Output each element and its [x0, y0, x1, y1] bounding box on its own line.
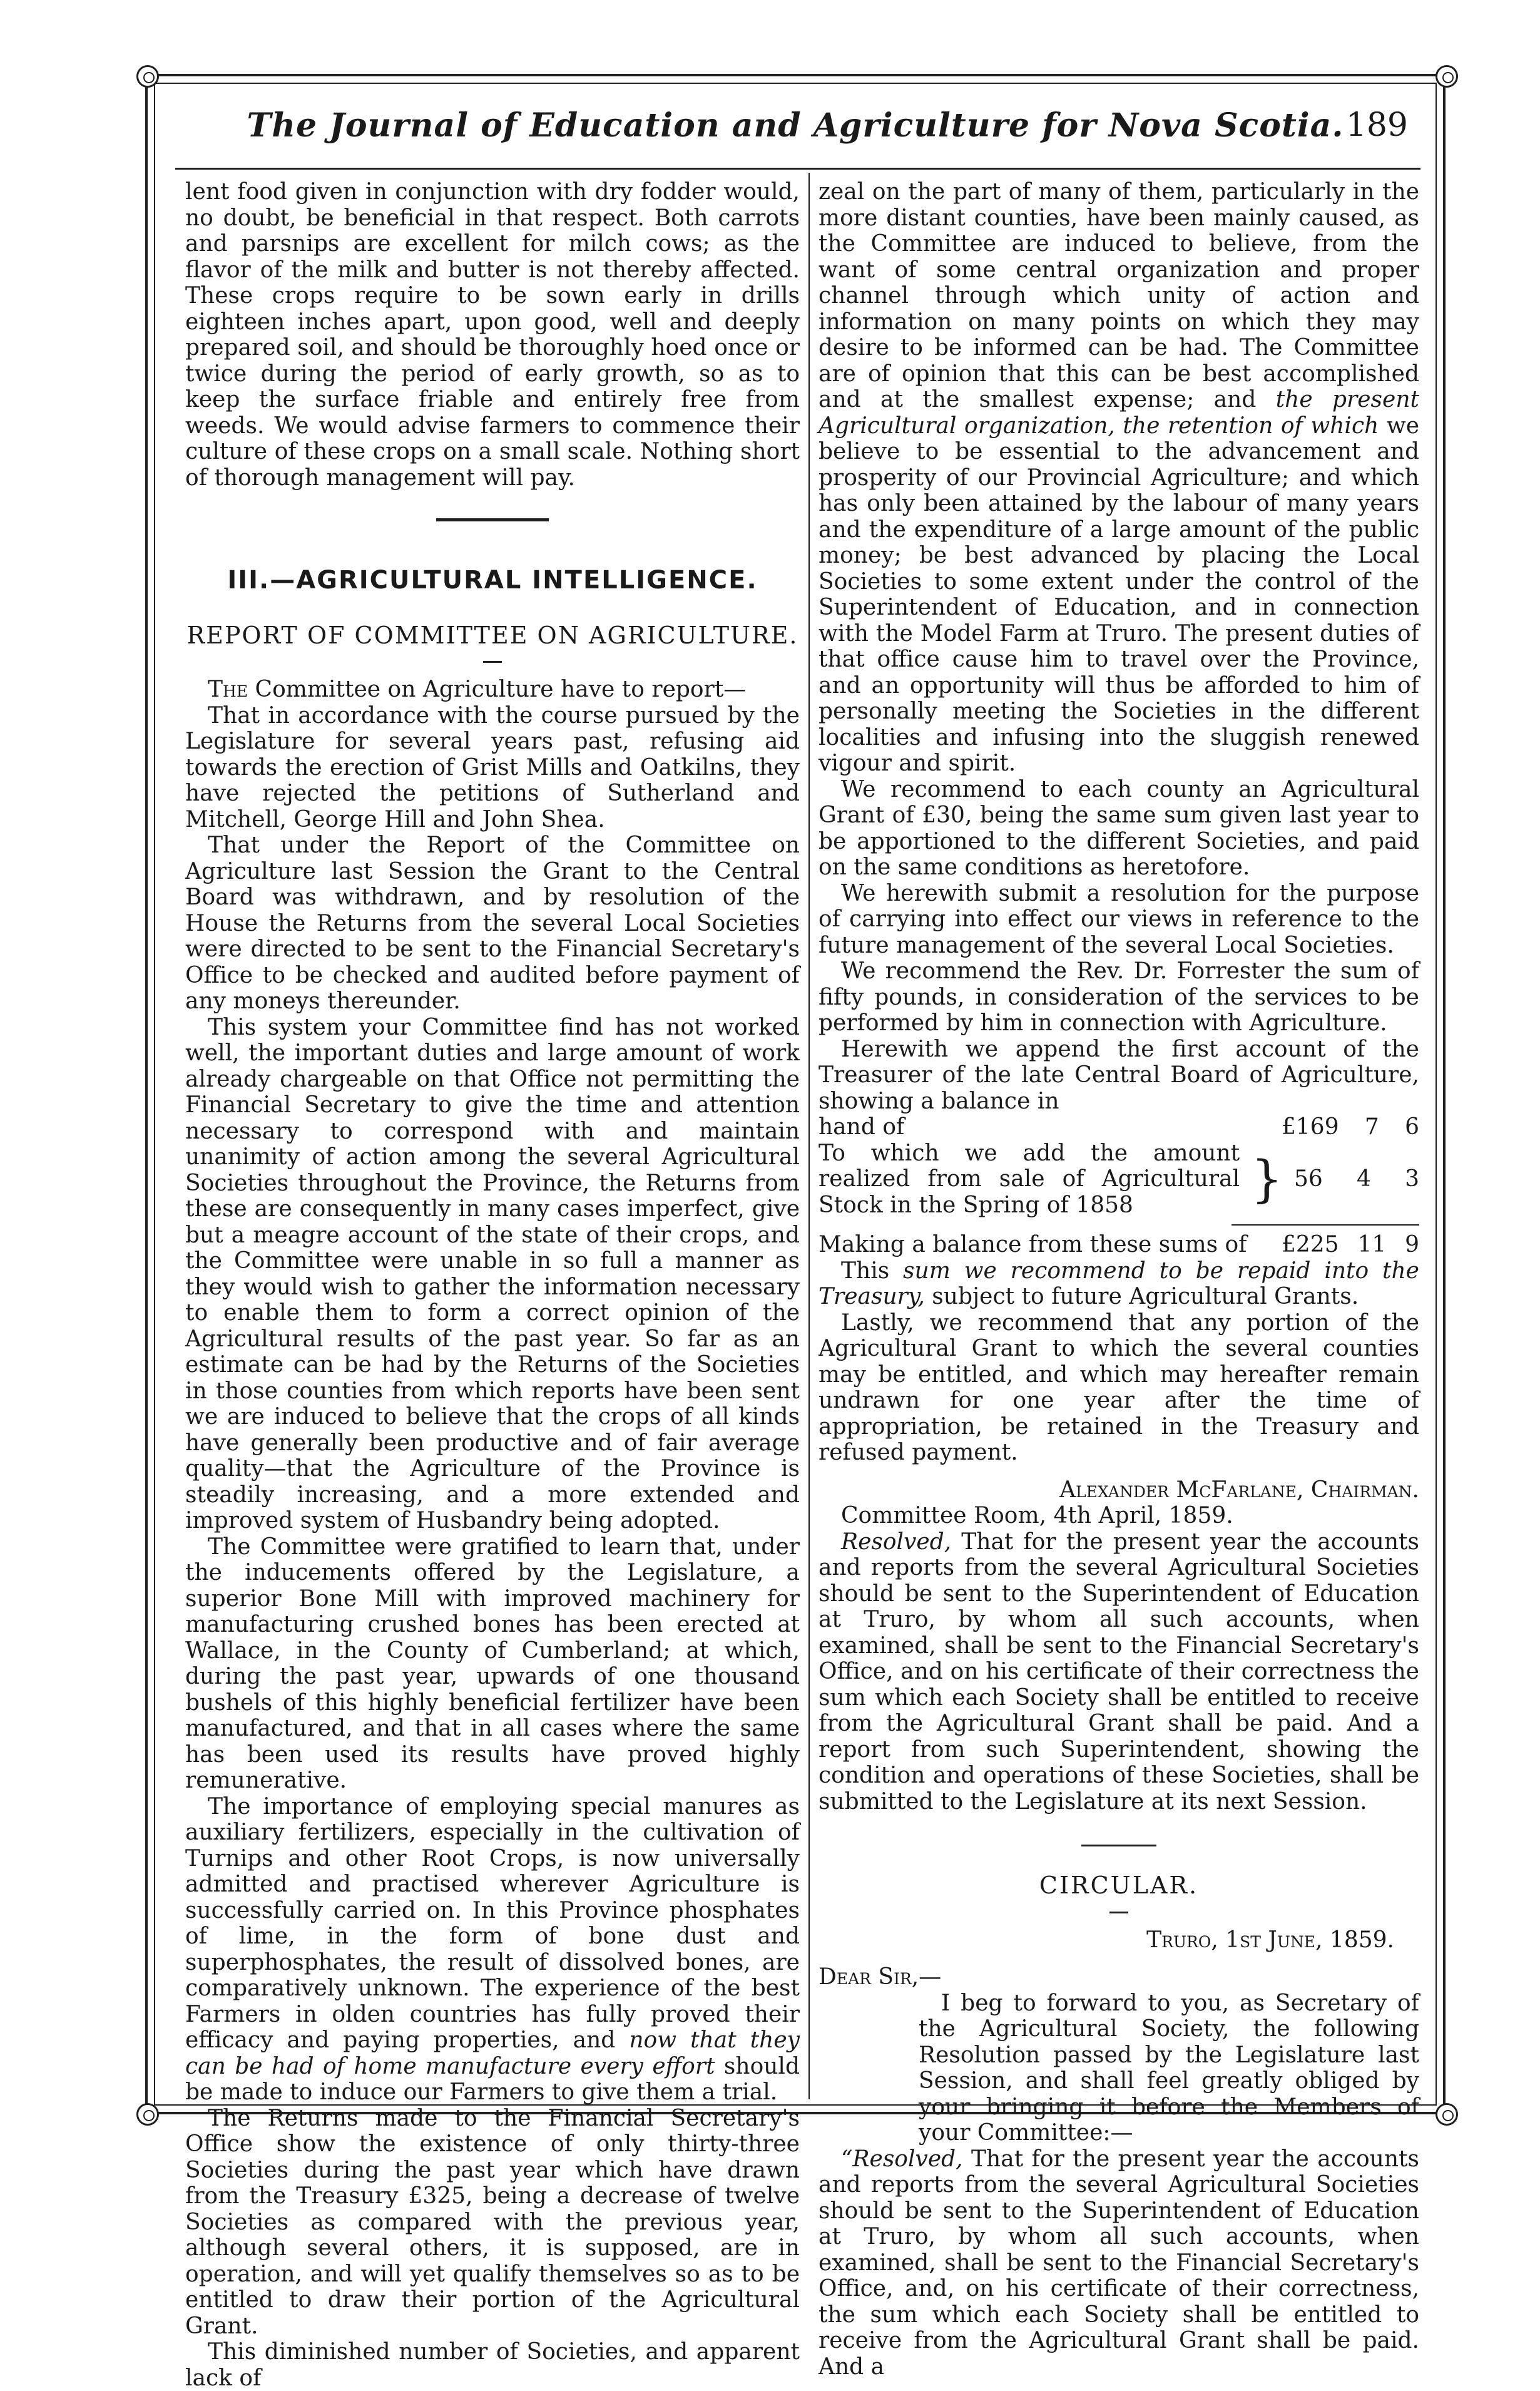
column-divider: [808, 173, 810, 2099]
signature: Alexander McFarlane, Chairman.: [1059, 1477, 1419, 1503]
section-ornament-rule: [436, 518, 549, 521]
account-amount: £225 11 9: [1282, 1232, 1419, 1257]
dateline: Truro, 1st June, 1859.: [1146, 1927, 1394, 1953]
paragraph: The Committee on Agriculture have to report—: [208, 677, 747, 702]
account-row: Making a balance from these sums of £225 11 9: [818, 1232, 1419, 1257]
paragraph: We recommend to each county an Agricultural Grant of £30, being the same sum given last year to be apportioned to the different Societies, and paid on the same conditions as heretofore.: [818, 776, 1419, 880]
paragraph: Lastly, we recommend that any portion of the Agricultural Grant to which the several counties may be entitled, and which may hereafter remain undrawn for one year after the time of appropriation, be retained in the Treasury and refused payment.: [818, 1309, 1419, 1465]
lead-word: The: [208, 677, 248, 702]
title-dash: [1109, 1912, 1128, 1913]
running-title: The Journal of Education and Agriculture for Nova Scotia.: [247, 106, 1344, 145]
committee-room: Committee Room, 4th April, 1859.: [841, 1503, 1233, 1528]
paragraph: lent food given in conjunction with dry fodder would, no doubt, be beneficial in that respect. Both carrots and parsnips are excellent for milch cows; as the flavor of the milk and butter is not thereby affected. These crops require to be sown early in drills eighteen inches apart, upon good, well and deeply prepared soil, and should be thoroughly hoed once or twice during the period of early growth, so as to keep the surface friable and entirely free from weeds. We would advise farmers to commence their culture of these crops on a small scale. Nothing short of thorough management will pay.: [185, 179, 800, 491]
paragraph: The Returns made to the Financial Secretary's Office show the existence of only thirty-three Societies during the past year which have drawn from the Treasury £325, being a decrease of twelve Societies as compared with the previous year, although several others, it is supposed, are in operation, and will yet qualify themselves so as to be entitled to draw their portion of the Agricultural Grant.: [185, 2105, 800, 2339]
paragraph: Resolved, That for the present year the accounts and reports from the several Agricultural Societies should be sent to the Superintendent of Education at Truro, by whom all such accounts, when examined, shall be sent to the Financial Secretary's Office, and on his certificate of their correctness the sum which each Society shall be entitled to receive from the Agricultural Grant shall be paid. And a report from such Superintendent, showing the condition and operations of these Societies, shall be submitted to the Legislature at its next Session.: [818, 1528, 1419, 1815]
page-header: [164, 88, 1427, 163]
paragraph: Herewith we append the first account of the Treasurer of the late Central Board of Agriculture, showing a balance in: [818, 1036, 1419, 1114]
account-row: To which we add the amount realized from sale of Agricultural Stock in the Spring of 1858 } 56 4 3: [818, 1140, 1419, 1218]
salutation: Dear Sir,—: [818, 1964, 942, 1990]
sum-rule: [1231, 1224, 1419, 1226]
paragraph: The Committee were gratified to learn that, under the inducements offered by the Legislature, a superior Bone Mill with improved machinery for manufacturing crushed bones has been erected at Wallace, in the County of Cumberland; at which, during the past year, upwards of one thousand bushels of this highly beneficial fertilizer have been manufactured, and that in all cases where the same has been used its results have proved highly remunerative.: [185, 1533, 800, 1793]
page-number: 189: [1345, 106, 1408, 144]
paragraph: That under the Report of the Committee on Agriculture last Session the Grant to the Central Board was withdrawn, and by resolution of the House the Returns from the several Local Societies were directed to be sent to the Financial Secretary's Office to be checked and audited before payment of any moneys thereunder.: [185, 832, 800, 1014]
section-title: III.—AGRICULTURAL INTELLIGENCE.: [227, 566, 758, 595]
right-column: [818, 179, 1419, 2380]
paragraph: That in accordance with the course pursued by the Legislature for several years past, refusing aid towards the erection of Grist Mills and Oatkilns, they have rejected the petitions of Sutherland and Mitchell, George Hill and John Shea.: [185, 702, 800, 832]
header-rule: [175, 168, 1420, 170]
title-dash: [483, 661, 502, 663]
paragraph: We recommend the Rev. Dr. Forrester the sum of fifty pounds, in consideration of the services to be performed by him in connection with Agriculture.: [818, 958, 1419, 1036]
paragraph: This sum we recommend to be repaid into the Treasury, subject to future Agricultural Grants.: [818, 1257, 1419, 1309]
report-title: REPORT OF COMMITTEE ON AGRICULTURE.: [186, 621, 798, 649]
paragraph: zeal on the part of many of them, particularly in the more distant counties, have been mainly caused, as the Committee are induced to believe, from the want of some central organization and proper channel through which unity of action and information on many points on which they may desire to be informed can be had. The Committee are of opinion that this can be best accomplished and at the smallest expense; and the present Agricultural organization, the retention of which we believe to be essential to the advancement and prosperity of our Provincial Agriculture; and which has only been attained by the labour of many years and the expenditure of a large amount of the public money; be best advanced by placing the Local Societies to some extent under the control of the Superintendent of Education, and in connection with the Model Farm at Truro. The present duties of that office cause him to travel over the Province, and an opportunity will thus be afforded to him of personally meeting the Societies in the different localities and infusing into the sluggish renewed vigour and spirit.: [818, 179, 1419, 776]
corner-ornament-top-right: [1435, 65, 1458, 88]
corner-ornament-bottom-left: [136, 2103, 159, 2126]
paragraph: The importance of employing special manures as auxiliary fertilizers, especially in the cultivation of Turnips and other Root Crops, is now universally admitted and practised wherever Agriculture is successfully carried on. In this Province phosphates of lime, in the form of bone dust and superphosphates, the result of dissolved bones, are comparatively unknown. The experience of the best Farmers in olden countries has fully proved their efficacy and paying properties, and now that they can be had of home manufacture every effort should be made to induce our Farmers to give them a trial.: [185, 1793, 800, 2105]
section-rule: [1081, 1845, 1156, 1846]
left-column: [185, 179, 800, 2391]
corner-ornament-bottom-right: [1435, 2103, 1458, 2126]
account-amount: £169 7 6: [1282, 1114, 1419, 1140]
paragraph: This diminished number of Societies, and apparent lack of: [185, 2339, 800, 2391]
corner-ornament-top-left: [136, 65, 159, 88]
paragraph: We herewith submit a resolution for the purpose of carrying into effect our views in reference to the future management of the several Local Societies.: [818, 880, 1419, 958]
paragraph: This system your Committee find has not worked well, the important duties and large amount of work already chargeable on that Office not permitting the Financial Secretary to give the time and attention necessary to correspond with and maintain unanimity of action among the several Agricultural Societies throughout the Province, the Returns from these are consequently in many cases imperfect, give but a meagre account of the state of their crops, and the Committee were unable in so full a manner as they would wish to gather the information necessary to enable them to form a correct opinion of the Agricultural results of the past year. So far as an estimate can be had by the Returns of the Societies in those counties from which reports have been sent we are induced to believe that the crops of all kinds have generally been productive and of fair average quality—that the Agriculture of the Province is steadily increasing, and a more extended and improved system of Husbandry being adopted.: [185, 1014, 800, 1533]
circular-title: CIRCULAR.: [1039, 1871, 1199, 1899]
quoted-resolution: “Resolved, That for the present year the accounts and reports from the several Agricultural Societies should be sent to the Superintendent of Education at Truro, by whom all such accounts, when examined, shall be sent to the Financial Secretary's Office, and, on his certificate of their correctness, the sum which each Society shall be entitled to receive from the Agricultural Grant shall be paid. And a: [818, 2146, 1419, 2380]
account-row: hand of £169 7 6: [818, 1114, 1419, 1140]
brace-glyph: }: [1251, 1149, 1283, 1208]
paragraph: I beg to forward to you, as Secretary of the Agricultural Society, the following Resolution passed by the Legislature last Session, and shall feel greatly obliged by your bringing it before the Members of your Committee:—: [919, 1990, 1419, 2146]
account-amount: 56 4 3: [1294, 1166, 1419, 1192]
